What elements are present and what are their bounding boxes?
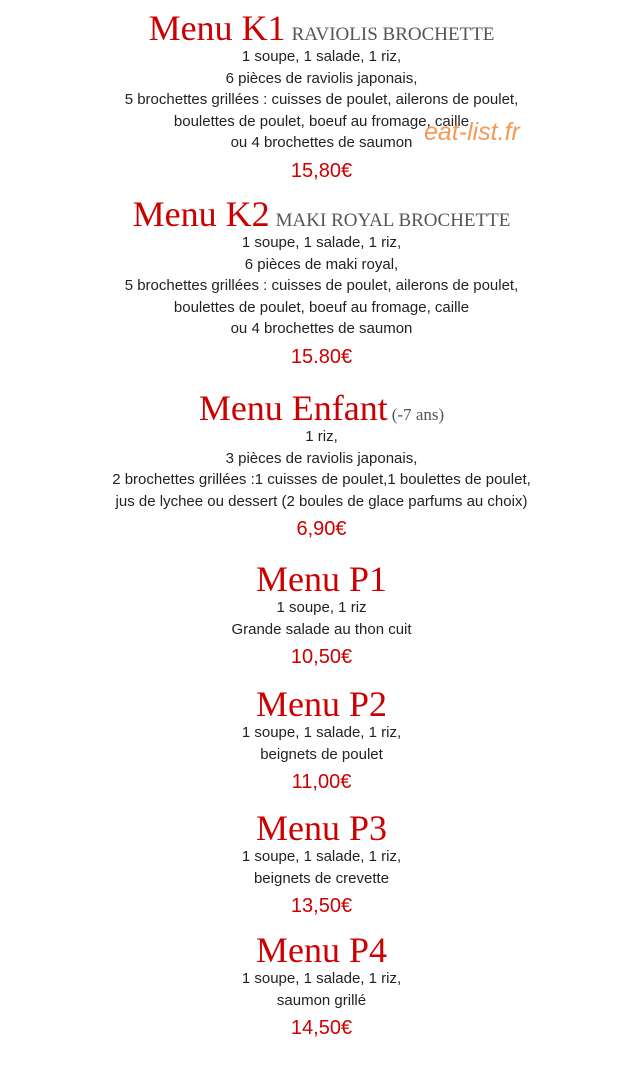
menu-contents [0, 46, 643, 154]
menu-k2 [0, 196, 643, 370]
menu-p2 [0, 686, 643, 795]
menu-title [0, 686, 643, 722]
menu-contents [0, 597, 643, 640]
menu-title [0, 561, 643, 597]
menu-line: 1 soupe, 1 salade, 1 riz, [241, 848, 402, 865]
menu-line: boulettes de poulet, boeuf au fromage, caille [173, 112, 470, 130]
watermark: eat-list.fr [424, 118, 520, 146]
menu-title [0, 810, 643, 846]
menu-line: 1 soupe, 1 riz [276, 599, 367, 616]
menu-name: Menu P2 [255, 684, 387, 724]
menu-name: Menu K2 [132, 194, 270, 234]
menu-price: 11,00€ [291, 771, 352, 793]
menu-line: boulettes de poulet, boeuf au fromage, caille [173, 298, 470, 316]
menu-name: Menu K1 [148, 8, 286, 48]
menu-line: saumon grillé [276, 991, 367, 1009]
menu-line: ou 4 brochettes de saumon [230, 320, 413, 337]
menu-enfant [0, 390, 643, 542]
menu-contents [0, 722, 643, 765]
menu-line: 1 soupe, 1 salade, 1 riz, [241, 724, 402, 741]
menu-line: 2 brochettes grillées :1 cuisses de poulet,1 boulettes de poulet, [112, 471, 531, 488]
menu-subtitle: RAVIOLIS BROCHETTE [291, 24, 495, 45]
menu-contents [0, 968, 643, 1011]
menu-subtitle: MAKI ROYAL BROCHETTE [275, 210, 511, 231]
menu-name: Menu Enfant [198, 388, 388, 428]
menu-p3 [0, 810, 643, 919]
menu-k1 [0, 10, 643, 184]
menu-name: Menu P3 [255, 808, 387, 848]
menu-price: 15,80€ [290, 159, 353, 182]
menu-price: 6,90€ [296, 518, 347, 540]
menu-line: 1 soupe, 1 salade, 1 riz, [241, 48, 402, 65]
menu-line: jus de lychee ou dessert (2 boules de glace parfums au choix) [115, 492, 528, 510]
menu-price: 15.80€ [290, 345, 353, 368]
menu-contents [0, 846, 643, 889]
menu-subtitle: (-7 ans) [391, 405, 445, 424]
menu-contents [0, 232, 643, 340]
menu-line: 5 brochettes grillées : cuisses de poulet, ailerons de poulet, [124, 91, 519, 108]
menu-line: 3 pièces de raviolis japonais, [225, 449, 418, 467]
menu-line: Grande salade au thon cuit [231, 620, 412, 638]
menu-line: ou 4 brochettes de saumon [230, 134, 413, 151]
menu-line: 1 soupe, 1 salade, 1 riz, [241, 234, 402, 251]
menu-line: 6 pièces de raviolis japonais, [225, 69, 418, 87]
menu-p4 [0, 932, 643, 1041]
menu-price: 13,50€ [290, 895, 353, 917]
menu-name: Menu P1 [255, 559, 387, 599]
menu-price: 10,50€ [290, 646, 353, 668]
menu-line: 1 riz, [305, 428, 338, 445]
menu-price: 14,50€ [290, 1017, 353, 1039]
menu-line: beignets de poulet [260, 745, 383, 763]
menu-title [0, 932, 643, 968]
menu-contents [0, 426, 643, 512]
menu-name: Menu P4 [255, 930, 387, 970]
menu-p1 [0, 561, 643, 670]
menu-line: beignets de crevette [253, 869, 390, 887]
menu-title [0, 390, 643, 426]
menu-line: 5 brochettes grillées : cuisses de poulet, ailerons de poulet, [124, 277, 519, 294]
menu-line: 6 pièces de maki royal, [244, 255, 399, 273]
menu-title [0, 10, 643, 46]
menu-line: 1 soupe, 1 salade, 1 riz, [241, 970, 402, 987]
menu-title [0, 196, 643, 232]
